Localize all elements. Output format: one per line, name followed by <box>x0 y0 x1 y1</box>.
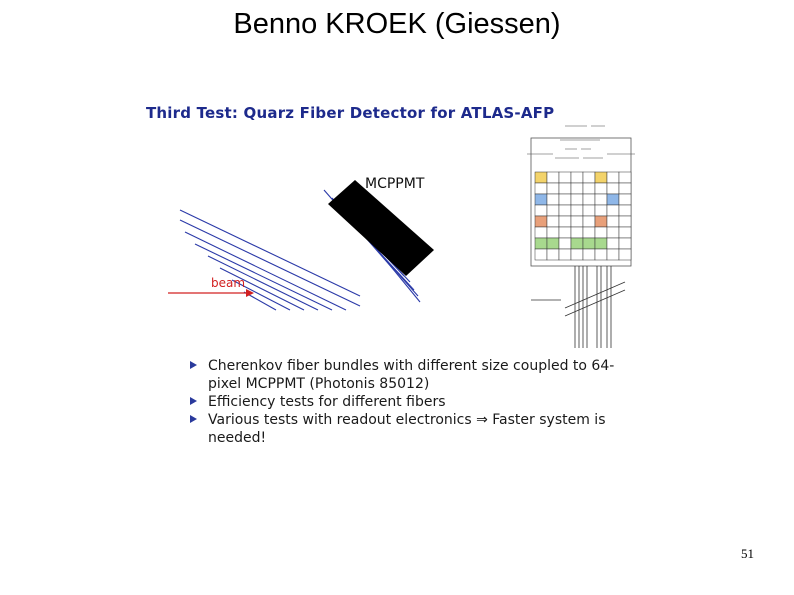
bullet-item <box>190 357 630 393</box>
bullet-text: Various tests with readout electronics ⇒ Faster system is needed! <box>208 412 606 446</box>
bullet-text: Cherenkov fiber bundles with different size coupled to 64-pixel MCPPMT (Photonis 85012) <box>208 358 615 392</box>
pmt-pixel-sketch <box>525 122 640 348</box>
bullet-item <box>190 393 630 411</box>
detector-diagram <box>160 170 450 320</box>
bullet-arrow-icon <box>190 397 197 405</box>
figure-heading: Third Test: Quarz Fiber Detector for ATLAS-AFP <box>146 104 555 122</box>
pixel-grid <box>535 172 631 260</box>
mcppmt-label: MCPPMT <box>365 176 425 192</box>
bullet-list <box>190 357 630 447</box>
bullet-text: Efficiency tests for different fibers <box>208 394 446 410</box>
bullet-arrow-icon <box>190 415 197 423</box>
beam-label: beam <box>211 276 246 290</box>
bullet-item <box>190 411 630 447</box>
bullet-arrow-icon <box>190 361 197 369</box>
slide-title: Benno KROEK (Giessen) <box>233 8 561 40</box>
page-number: 51 <box>741 546 754 561</box>
mcppmt-block <box>328 180 434 276</box>
